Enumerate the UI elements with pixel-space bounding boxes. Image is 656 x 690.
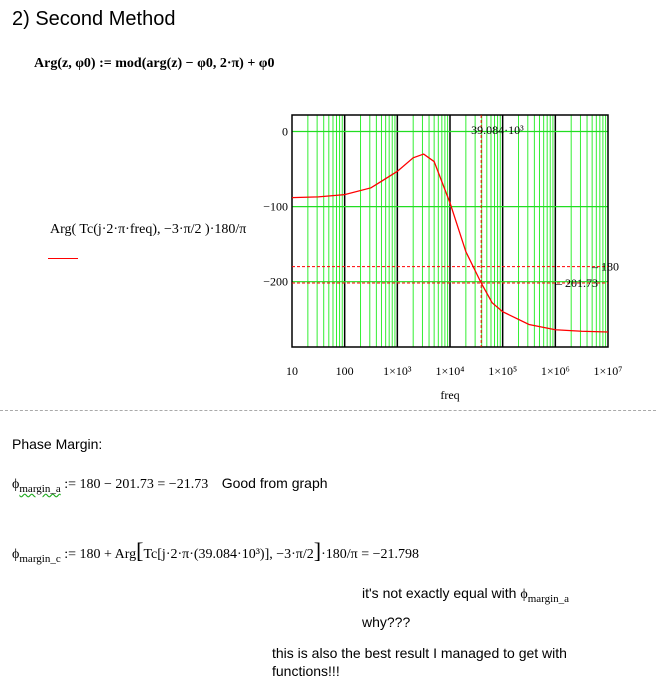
comment-why: why??? <box>362 614 411 630</box>
phase-plot[interactable] <box>250 110 656 410</box>
phi-symbol: ϕ <box>12 477 20 492</box>
error-underline <box>48 258 78 259</box>
x-tick-label: 1×10³ <box>383 364 412 378</box>
x-tick-label: 1×10⁷ <box>593 364 623 378</box>
marker-201-label: – 201.73 <box>556 275 598 290</box>
margin-a-expression: := 180 − 201.73 = −21.73 <box>64 477 209 492</box>
x-tick-label: 1×10⁶ <box>540 364 570 378</box>
x-tick-label: 10 <box>286 364 298 378</box>
x-tick-label: 1×10⁴ <box>435 364 465 378</box>
comment-best-result: this is also the best result I managed to get with <box>272 645 567 661</box>
margin-c-argument: Tc[j·2·π·(39.084·10³)], −3·π/2 <box>143 547 314 562</box>
comment-functions: functions!!! <box>272 663 340 679</box>
margin-a-note: Good from graph <box>221 475 328 491</box>
y-tick-label: −200 <box>263 274 288 289</box>
margin-c-subscript: margin_c <box>19 552 61 565</box>
phase-margin-label: Phase Margin: <box>12 436 103 452</box>
arg-definition[interactable] <box>34 56 275 72</box>
x-axis-label: freq <box>440 388 460 402</box>
section-title: 2) Second Method <box>12 8 176 30</box>
x-tick-label: 100 <box>335 364 354 378</box>
equation-margin-c[interactable]: $\phi_{margin\_c}$ := 180 + Arg[Tc[j·2·π·(39.084·10³)], −3·π/2]·180/π = −21.798 <box>12 538 419 565</box>
marker-180-label: – 180 <box>592 259 619 274</box>
margin-c-result: ·180/π = −21.798 <box>321 547 419 562</box>
comment-not-equal: it's not exactly equal with $\phi_{margin\_a}$ <box>362 585 570 605</box>
plot-y-expression[interactable]: Arg( Tc(j·2·π·freq), −3·π/2 )·180/π <box>50 222 247 237</box>
definition-lhs: Arg(z, φ0) <box>34 56 96 71</box>
equation-margin-a[interactable] <box>12 475 328 495</box>
margin-c-prefix: := 180 + Arg <box>64 547 137 562</box>
y-tick-label: −100 <box>263 199 288 214</box>
phi-symbol: ϕ <box>12 547 20 562</box>
margin-a-subscript: margin_a <box>19 482 61 495</box>
y-tick-label: 0 <box>282 124 288 139</box>
marker-x-label: 39.084·10³ <box>471 123 524 137</box>
x-tick-label: 1×10⁵ <box>488 364 518 378</box>
definition-rhs: := mod(arg(z) − φ0, 2·π) + φ0 <box>99 56 275 71</box>
region-separator <box>0 410 656 411</box>
